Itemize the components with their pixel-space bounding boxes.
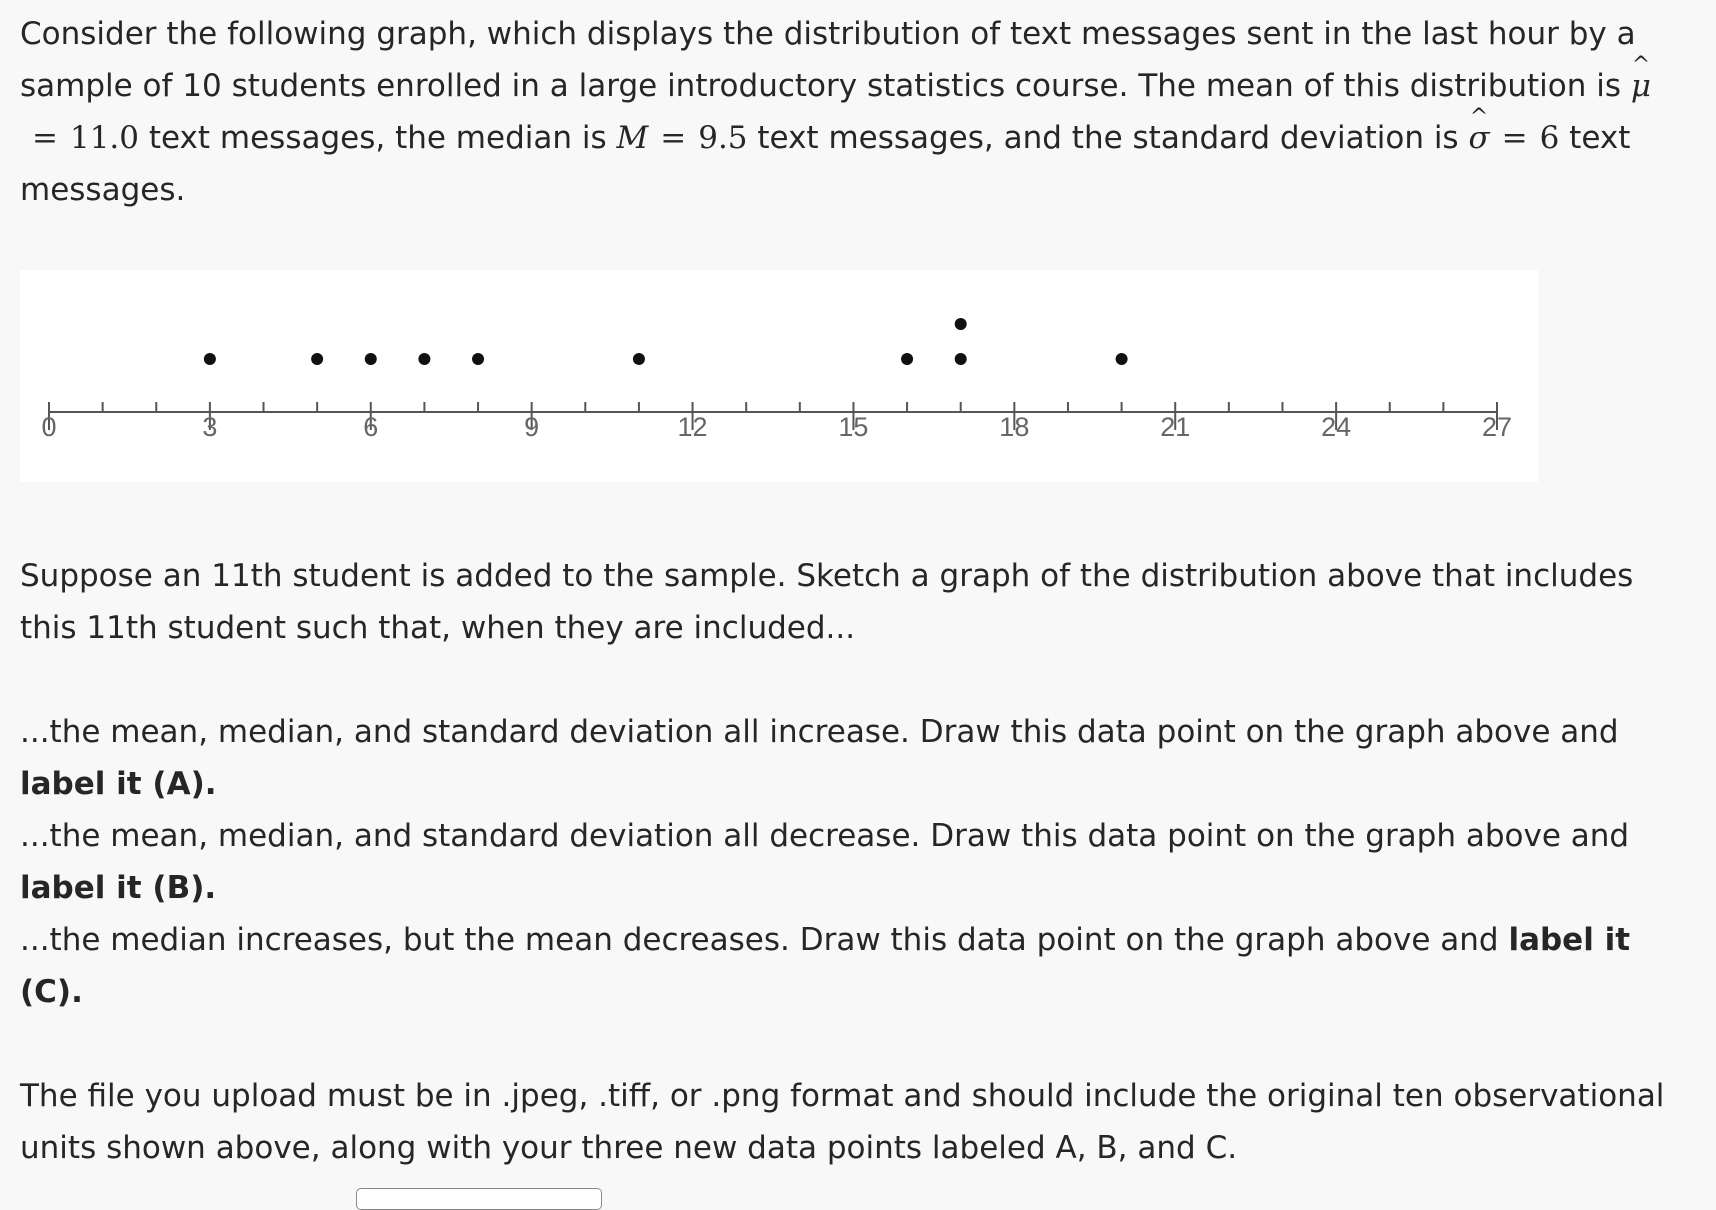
task-c-label: label it (C). [20,922,1631,1010]
data-point [204,353,216,365]
tick-label: 12 [677,412,708,442]
dot-plot [20,270,1538,482]
task-b-text: ...the mean, median, and standard deviation all decrease. Draw this data point on the graph above and [20,818,1630,854]
upload-note: The file you upload must be in .jpeg, .tiff, or .png format and should include the original ten observational units shown above, along with your three new data points labeled A, B, and C. [20,1078,1665,1166]
intro-text-4: text messages. [20,120,1631,208]
data-point [472,353,484,365]
sd-value: 6 [1539,120,1560,156]
intro-text-3: text messages, and the standard deviation is [747,120,1469,156]
data-point [365,353,377,365]
task-b [20,810,1680,914]
tick-label: 0 [41,412,57,442]
data-point [311,353,323,365]
data-point [1116,353,1128,365]
data-point [633,353,645,365]
task-b-label: label it (B). [20,870,217,906]
prompt-text: Suppose an 11th student is added to the sample. Sketch a graph of the distribution above that includes this 11th student such that, when they are included... [20,558,1634,646]
tick-label: 9 [524,412,540,442]
data-point [901,353,913,365]
tick-label: 27 [1481,412,1513,442]
task-a [20,706,1680,810]
data-point [955,318,967,330]
task-a-text: ...the mean, median, and standard deviation all increase. Draw this data point on the graph above and [20,714,1619,750]
tick-label: 21 [1160,412,1191,442]
intro-text-1: Consider the following graph, which displays the distribution of text messages sent in the last hour by a sample of 10 students enrolled in a large introductory statistics course. The mean of this distribution is [20,16,1636,104]
equals-sign: = [1501,120,1528,156]
equals-sign: = [660,120,687,156]
task-c [20,914,1680,1018]
median-value: 9.5 [698,120,748,156]
tick-label: 3 [202,412,218,442]
upload-file-button[interactable] [356,1188,602,1210]
task-a-label: label it (A). [20,766,217,802]
tick-label: 6 [363,412,379,442]
median-symbol: M [616,120,649,156]
data-point [418,353,430,365]
data-point [955,353,967,365]
task-list [20,706,1680,1018]
tick-label: 24 [1321,412,1352,442]
task-c-text: ...the median increases, but the mean decreases. Draw this data point on the graph above and [20,922,1509,958]
problem-intro [20,8,1680,216]
mean-value: 11.0 [69,120,140,156]
intro-text-2: text messages, the median is [139,120,617,156]
tick-label: 15 [838,412,869,442]
dot-plot-panel [20,270,1538,482]
sigma-hat-symbol: σ ^ [1468,112,1489,164]
equals-sign: = [32,120,58,156]
tick-label: 18 [999,412,1030,442]
mu-hat-symbol: μ ^ [1631,60,1651,112]
